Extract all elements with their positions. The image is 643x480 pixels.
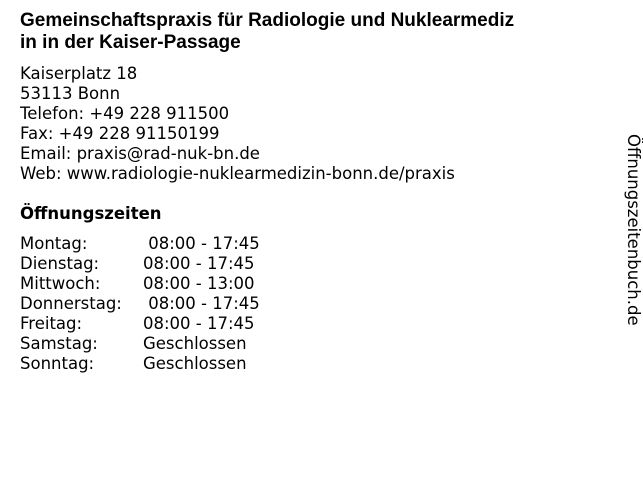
day-label: Mittwoch: (20, 274, 101, 293)
hours-row-sunday (20, 354, 260, 374)
time-value: 08:00 - 17:45 (143, 234, 260, 253)
day-label: Donnerstag: (20, 294, 122, 313)
email-line: Email: praxis@rad-nuk-bn.de (20, 144, 260, 163)
hours-row-tuesday (20, 254, 260, 274)
page-title-line-2: in in der Kaiser-Passage (20, 32, 241, 53)
time-value: Geschlossen (143, 354, 247, 373)
opening-hours-heading: Öffnungszeiten (20, 204, 162, 223)
hours-row-monday (20, 234, 260, 254)
time-value: 08:00 - 13:00 (143, 274, 255, 293)
web-line: Web: www.radiologie-nuklearmedizin-bonn.de/praxis (20, 164, 455, 183)
day-label: Sonntag: (20, 354, 95, 373)
day-label: Samstag: (20, 334, 98, 353)
time-value: Geschlossen (143, 334, 247, 353)
time-value: 08:00 - 17:45 (143, 314, 255, 333)
address-city: 53113 Bonn (20, 84, 121, 103)
hours-row-wednesday (20, 274, 260, 294)
hours-row-thursday (20, 294, 260, 314)
fax-line: Fax: +49 228 91150199 (20, 124, 220, 143)
page-title-line-1: Gemeinschaftspraxis für Radiologie und Nuklearmediz (20, 10, 515, 31)
address-street: Kaiserplatz 18 (20, 64, 138, 83)
time-value: 08:00 - 17:45 (143, 294, 260, 313)
opening-hours-table (20, 234, 260, 374)
hours-row-saturday (20, 334, 260, 354)
address-block (20, 64, 455, 184)
day-label: Montag: (20, 234, 88, 253)
page-title (20, 10, 620, 54)
day-label: Dienstag: (20, 254, 100, 273)
phone-line: Telefon: +49 228 911500 (20, 104, 230, 123)
time-value: 08:00 - 17:45 (143, 254, 255, 273)
hours-row-friday (20, 314, 260, 334)
day-label: Freitag: (20, 314, 83, 333)
site-watermark-label: Öffnungszeitenbuch.de (624, 134, 643, 326)
